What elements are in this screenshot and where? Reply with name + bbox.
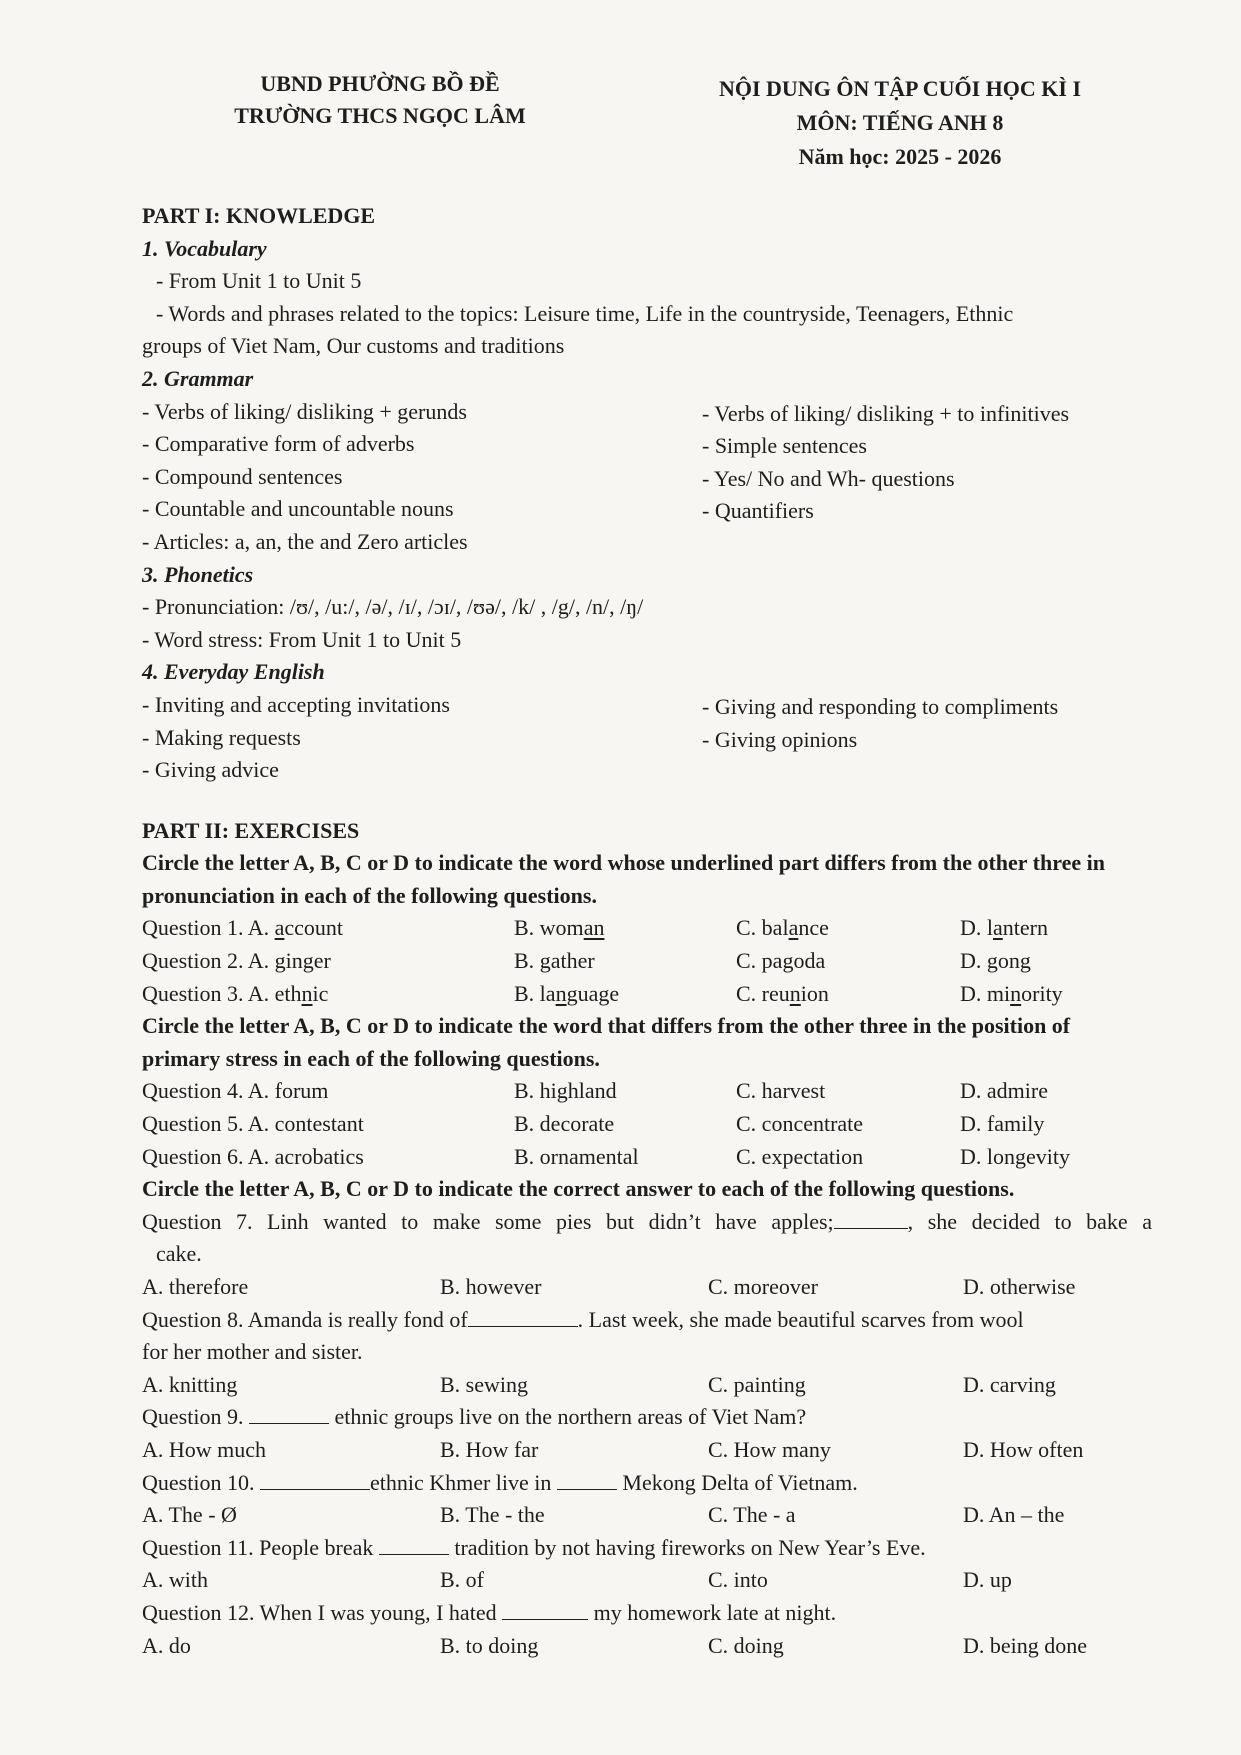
question-1: Question 1. A. account B. woman C. balance D. lantern xyxy=(142,915,1048,941)
header-left xyxy=(190,68,570,132)
instruction-stress: Circle the letter A, B, C or D to indicate the word that differs from the other three in the position of primary stress in each of the following questions. xyxy=(142,1013,1071,1071)
everyday-item: - Giving opinions xyxy=(702,726,858,752)
question-5: Question 5. A. contestant B. decorate C. concentrate D. family xyxy=(142,1111,1045,1137)
grammar-item: - Comparative form of adverbs xyxy=(142,431,415,457)
question-9: Question 9. ethnic groups live on the northern areas of Viet Nam? A. How much B. How far C. How many D. How often xyxy=(142,1404,1084,1462)
question-6: Question 6. A. acrobatics B. ornamental C. expectation D. longevity xyxy=(142,1143,1070,1169)
school-name: TRƯỜNG THCS NGỌC LÂM xyxy=(234,103,526,128)
district-name: UBND PHƯỜNG BỒ ĐỀ xyxy=(260,71,500,96)
grammar-item: - Verbs of liking/ disliking + gerunds xyxy=(142,398,467,424)
grammar-item: - Quantifiers xyxy=(702,498,814,524)
everyday-item: - Giving and responding to compliments xyxy=(702,693,1059,719)
subject: MÔN: TIẾNG ANH 8 xyxy=(796,110,1004,135)
grammar-item: - Countable and uncountable nouns xyxy=(142,496,454,522)
question-4: Question 4. A. forum B. highland C. harvest D. admire xyxy=(142,1078,1048,1104)
grammar-item: - Articles: a, an, the and Zero articles xyxy=(142,528,468,554)
everyday-title: 4. Everyday English xyxy=(142,659,325,685)
phonetics-item: - Pronunciation: /ʊ/, /u:/, /ə/, /ɪ/, /ɔɪ/, /ʊə/, /k/ , /g/, /n/, /ŋ/ xyxy=(142,594,644,620)
phonetics-title: 3. Phonetics xyxy=(142,561,254,587)
question-12: Question 12. When I was young, I hated my homework late at night. A. do B. to doing C. doing D. being done xyxy=(142,1599,1088,1658)
instruction-pronunciation: Circle the letter A, B, C or D to indicate the word whose underlined part differs from the other three in pronunciation in each of the following questions. xyxy=(142,850,1105,908)
question-11: Question 11. People break tradition by not having fireworks on New Year’s Eve. A. with B. of C. into D. up xyxy=(142,1534,1012,1593)
instruction-answer: Circle the letter A, B, C or D to indicate the correct answer to each of the following questions. xyxy=(142,1176,1015,1202)
header-right xyxy=(660,72,1140,174)
part1-title: PART I: KNOWLEDGE xyxy=(142,203,376,228)
grammar-item: - Yes/ No and Wh- questions xyxy=(702,465,955,491)
document-title: NỘI DUNG ÔN TẬP CUỐI HỌC KÌ I xyxy=(718,76,1082,101)
vocab-title: 1. Vocabulary xyxy=(142,235,267,261)
vocab-item-cont: groups of Viet Nam, Our customs and traditions xyxy=(142,333,565,359)
phonetics-item: - Word stress: From Unit 1 to Unit 5 xyxy=(142,626,462,652)
everyday-item: - Making requests xyxy=(142,724,301,750)
content xyxy=(142,200,1152,1662)
question-8: Question 8. Amanda is really fond of . Last week, she made beautiful scarves from wool for her mother and sister. A. knitting B. sewing C. painting D. carving xyxy=(142,1306,1056,1397)
school-year: Năm học: 2025 - 2026 xyxy=(798,144,1002,169)
grammar-item: - Verbs of liking/ disliking + to infinitives xyxy=(702,400,1070,426)
vocab-item: - Words and phrases related to the topics: Leisure time, Life in the countryside, Teenagers, Ethnic xyxy=(156,300,1014,326)
vocab-item: - From Unit 1 to Unit 5 xyxy=(156,268,362,294)
grammar-item: - Simple sentences xyxy=(702,433,867,459)
grammar-title: 2. Grammar xyxy=(142,365,254,391)
question-10: Question 10. ethnic Khmer live in Mekong Delta of Vietnam. A. The - Ø B. The - the C. The - a D. An – the xyxy=(142,1469,1065,1528)
question-7: Question 7. Linh wanted to make some pies but didn’t have apples; , she decided to bake a cake. A. therefore B. however C. moreover D. otherwise xyxy=(142,1208,1152,1299)
everyday-list xyxy=(142,689,1152,787)
question-3: Question 3. A. ethnic B. language C. reunion D. minority xyxy=(142,980,1063,1006)
grammar-list xyxy=(142,396,1152,559)
question-2: Question 2. A. ginger B. gather C. pagoda D. gong xyxy=(142,948,1031,974)
everyday-item: - Giving advice xyxy=(142,757,279,783)
part2-title: PART II: EXERCISES xyxy=(142,817,360,843)
grammar-item: - Compound sentences xyxy=(142,463,343,489)
everyday-item: - Inviting and accepting invitations xyxy=(142,691,450,717)
